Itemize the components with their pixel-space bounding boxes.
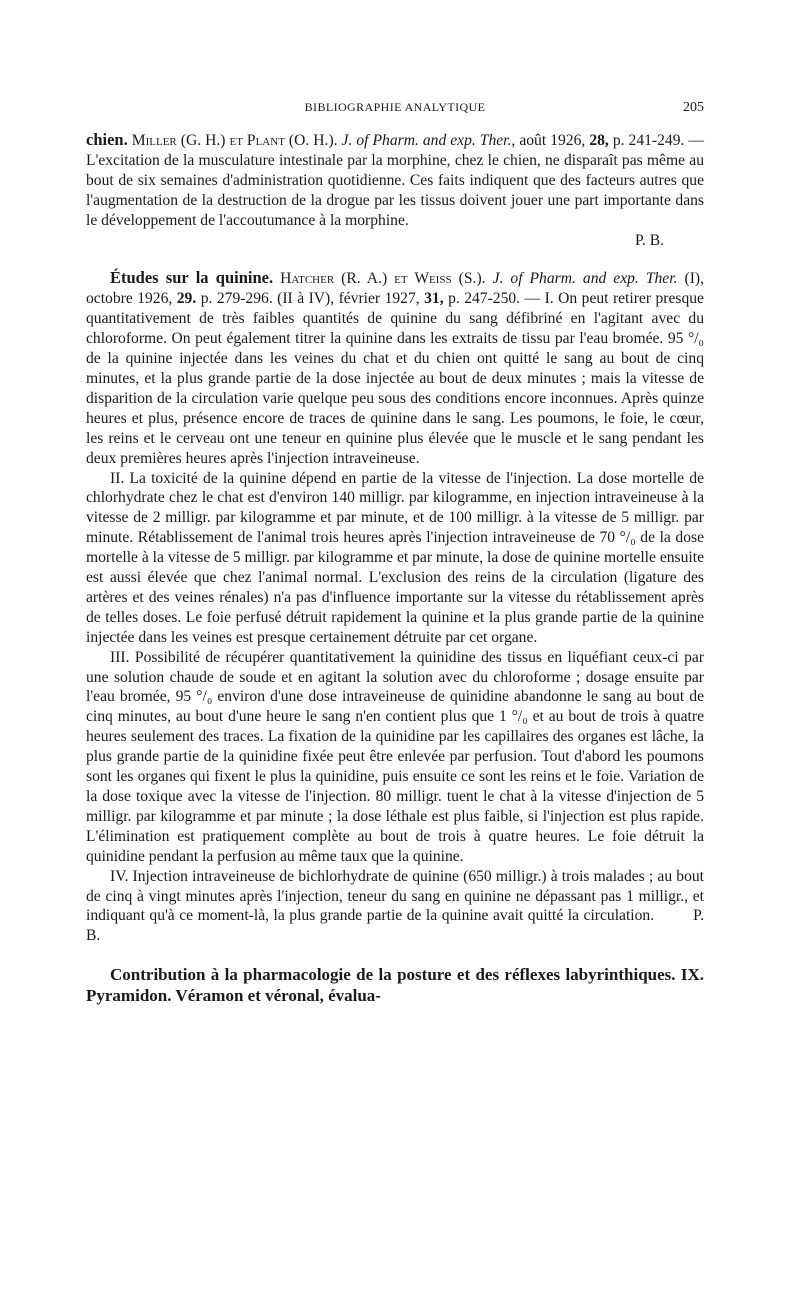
article-1-abstract xyxy=(86,130,704,231)
article-2-ref2b: p. 247-250. xyxy=(448,290,521,308)
article-2-part-4 xyxy=(86,867,704,947)
article-2-part-4-text: IV. Injection intraveineuse de bichlorhydrate de quinine (650 milligr.) à trois malades ; au bout de cinq à vingt minutes après l'injection, teneur du sang en quinine ne dépassant pas 1 milligr., et indiquant qu'à ce moment-là, la plus grande partie de la quinine avait quitté la circulation. xyxy=(86,867,704,925)
article-2-journal: J. of Pharm. and exp. Ther. xyxy=(492,270,678,288)
article-1-pages: p. 241-249. xyxy=(612,132,685,149)
article-1-signature: P. B. xyxy=(634,231,664,249)
article-2-part-1: — I. On peut retirer presque quantitativement de très faibles quantités de quinine du sang défibriné en l'agitant avec du chloroforme. On peut également titrer la quinine dans les extraits de tissu par l'eau bromée. 95 °/₀ de la quinine injectée dans les veines du chat et du chien ont quitté le sang au bout de cinq minutes, et la plus grande partie de la dose injectée au bout de deux minutes ; mais la vitesse de disparition de la circulation varie quelque peu sous des conditions encore inconnues. Après quinze heures et plus, présence encore de traces de quinine dans le sang. Les poumons, le foie, le cœur, les reins et le cerveau ont une teneur en quinine plus élevée que le muscle et le sang pendant les deux premières heures après l'injection intraveineuse. xyxy=(86,290,704,467)
article-3-title: Contribution à la pharmacologie de la posture et des réflexes labyrinthiques. IX. Pyramidon. Véramon et véronal, évalua- xyxy=(86,965,704,1006)
article-1-title: chien. xyxy=(86,130,128,149)
article-2-intro xyxy=(86,268,704,468)
article-1-journal: J. of Pharm. and exp. Ther., xyxy=(341,132,516,149)
article-2-signature: P. B. xyxy=(86,907,704,945)
article-1-volume: 28, xyxy=(589,132,609,149)
page-body xyxy=(86,130,704,1006)
article-1-authors: Miller (G. H.) et Plant (O. H.). xyxy=(131,132,338,149)
page-number: 205 xyxy=(683,100,704,115)
article-2-part-2: II. La toxicité de la quinine dépend en partie de la vitesse de l'injection. La dose mortelle de chlorhydrate chez le chat est d'environ 140 milligr. par kilogramme, en injection intraveineuse à la vitesse de 2 milligr. par kilogramme et par minute, et de 100 milligr. à la vitesse de 5 milligr. par minute. Rétablissement de l'animal trois heures après l'injection intraveineuse de 70 °/₀ de la dose mortelle à la vitesse de 5 milligr. par kilogramme et par minute, la dose de quinine mortelle ensuite est aussi élevée que chez l'animal normal. L'exclusion des reins de la circulation (ligature des artères et des veines rénales) n'a pas d'influence importante sur la vitesse du rétablissement après de telles doses. Le foie perfusé détruit rapidement la quinine et la plus grande partie de la quinine injectée dans les veines est presque certainement détruite par cet organe. xyxy=(86,469,704,646)
article-2-part-3: III. Possibilité de récupérer quantitativement la quinidine des tissus en liquéfiant ceux-ci par une solution chaude de soude et en agitant la solution avec du chloroforme ; dosage ensuite par l'eau bromée, 95 °/₀ environ d'une dose intraveineuse de quinidine abandonne le sang au bout de cinq minutes, au bout d'une heure le sang n'en contient plus que 1 °/₀ et au bout de trois à quatre heures seulement des traces. La fixation de la quinidine par les capillaires des organes est lâche, la plus grande partie de la quinidine fixée peut être enlevée par perfusion. Tout d'abord les poumons sont les organes qui fixent le plus la quinidine, puis ensuite ce sont les reins et le foie. Variation de la dose toxique avec la vitesse de l'injection. 80 milligr. tuent le chat à la vitesse d'injection de 5 milligr. par kilogramme et par minute ; la dose léthale est plus faible, si l'injection est plus rapide. L'élimination est pratiquement complète au bout de trois à quatre heures. Le foie détruit la quinidine pendant la perfusion au même taux que la quinine. xyxy=(86,648,704,865)
running-title: BIBLIOGRAPHIE ANALYTIQUE xyxy=(304,100,486,114)
running-head xyxy=(86,100,704,120)
article-1-text: — L'excitation de la musculature intestinale par la morphine, chez le chien, ne disparaît pas même au bout de six semaines d'administration quotidienne. Ces faits indiquent que des facteurs autres que l'augmentation de la destruction de la drogue par les tissus doivent jouer une part importante dans le développement de l'accoutumance à la morphine. xyxy=(86,132,705,229)
article-2-ref1: (I), octobre 1926, xyxy=(86,270,704,308)
article-2-title: Études sur la quinine. xyxy=(110,268,274,288)
article-2-ref1b: p. 279-296. (II à IV), février 1927, xyxy=(200,290,420,308)
article-2-vol2: 31, xyxy=(424,290,444,308)
article-1-date: août 1926, xyxy=(519,132,586,149)
article-2-vol1: 29. xyxy=(176,290,197,308)
article-2-authors: Hatcher (R. A.) et Weiss (S.). xyxy=(280,270,486,288)
